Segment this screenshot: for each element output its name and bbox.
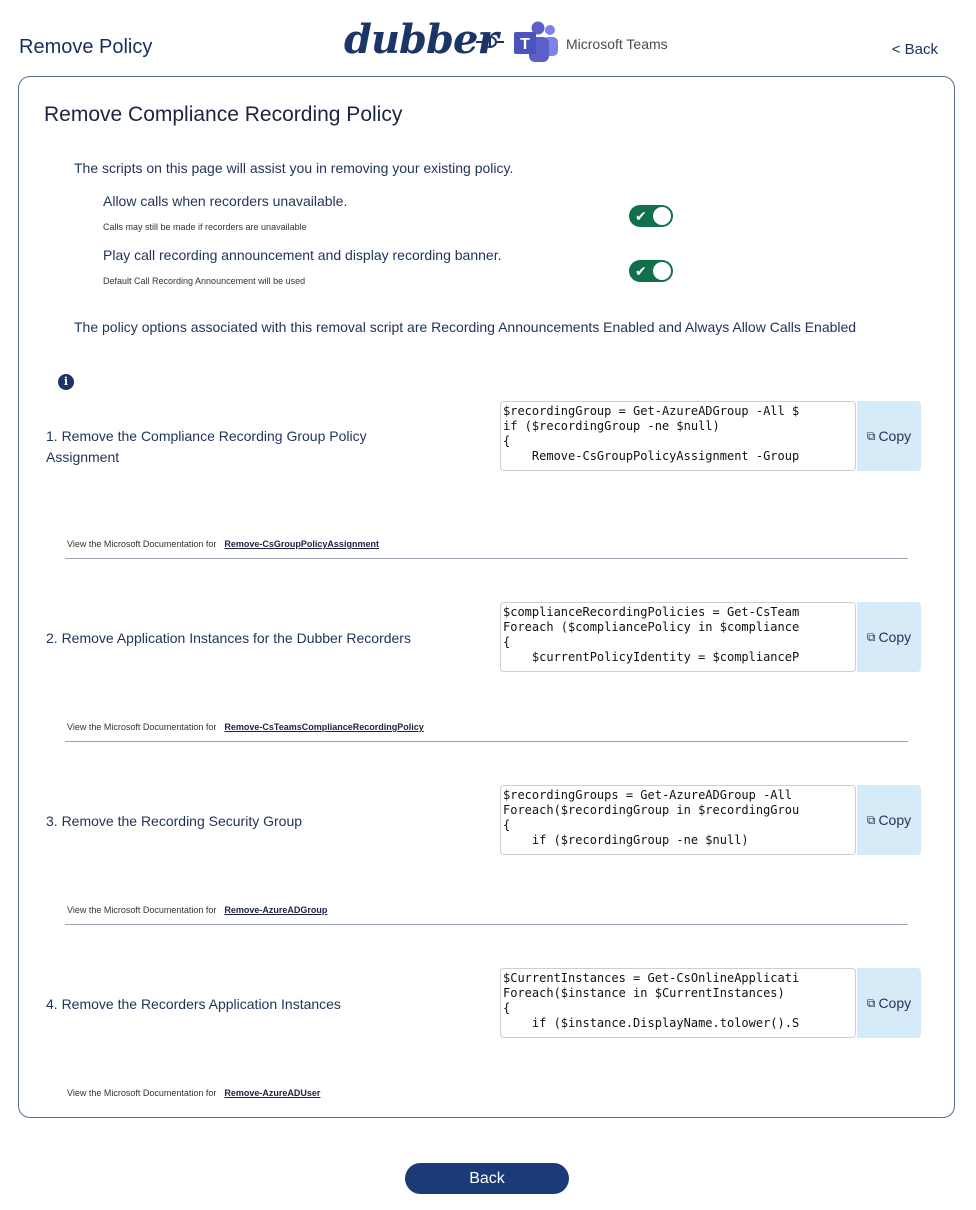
- page-title: Remove Policy: [19, 36, 153, 58]
- check-icon: ✔: [635, 208, 647, 224]
- info-icon[interactable]: i: [58, 374, 74, 390]
- step-label: 4. Remove the Recorders Application Instances: [46, 996, 341, 1012]
- intro-text: The scripts on this page will assist you in removing your existing policy.: [74, 160, 514, 176]
- code-box[interactable]: $recordingGroup = Get-AzureADGroup -All $ if ($recordingGroup -ne $null) { Remove-CsGroupPolicyAssignment -Group: [500, 401, 856, 471]
- brand-logos: [344, 14, 684, 70]
- copy-button[interactable]: ⧉ Copy: [857, 968, 921, 1038]
- option-allow-calls-sub: Calls may still be made if recorders are unavailable: [103, 222, 307, 232]
- doc-link[interactable]: Remove-CsTeamsComplianceRecordingPolicy: [224, 722, 424, 732]
- option-announcement-label: Play call recording announcement and display recording banner.: [103, 247, 502, 263]
- doc-line: View the Microsoft Documentation for Remove-AzureADGroup: [67, 905, 328, 915]
- policy-card: [18, 76, 955, 1118]
- option-allow-calls-label: Allow calls when recorders unavailable.: [103, 193, 348, 209]
- doc-line: View the Microsoft Documentation for Remove-CsTeamsComplianceRecordingPolicy: [67, 722, 424, 732]
- option-announcement-sub: Default Call Recording Announcement will be used: [103, 276, 306, 286]
- divider: [65, 924, 908, 925]
- step-label: 1. Remove the Compliance Recording Group Policy Assignment: [46, 428, 367, 465]
- allow-calls-toggle[interactable]: [629, 205, 673, 227]
- copy-icon: ⧉: [866, 812, 876, 827]
- announcement-toggle[interactable]: [629, 260, 673, 282]
- back-button[interactable]: Back: [405, 1163, 569, 1194]
- top-header: [0, 0, 976, 76]
- doc-line: View the Microsoft Documentation for Remove-AzureADUser: [67, 1088, 321, 1098]
- copy-button[interactable]: ⧉ Copy: [857, 785, 921, 855]
- toggle-knob: [653, 207, 671, 225]
- doc-line: View the Microsoft Documentation for Remove-CsGroupPolicyAssignment: [67, 539, 379, 549]
- teams-name: Microsoft Teams: [566, 36, 668, 52]
- back-link[interactable]: < Back: [891, 41, 938, 58]
- doc-link[interactable]: Remove-AzureADUser: [224, 1088, 321, 1098]
- svg-text:T: T: [520, 36, 530, 53]
- code-box[interactable]: $complianceRecordingPolicies = Get-CsTeam Foreach ($compliancePolicy in $compliance { $currentPolicyIdentity = $complianceP: [500, 602, 856, 672]
- toggle-knob: [653, 262, 671, 280]
- policy-note: The policy options associated with this removal script are Recording Announcements Enabled and Always Allow Calls Enabled: [74, 319, 857, 335]
- link-icon: [476, 34, 504, 50]
- divider: [65, 741, 908, 742]
- check-icon: ✔: [635, 263, 647, 279]
- doc-link[interactable]: Remove-AzureADGroup: [224, 905, 328, 915]
- divider: [65, 558, 908, 559]
- copy-icon: ⧉: [866, 629, 876, 644]
- copy-icon: ⧉: [866, 995, 876, 1010]
- copy-button[interactable]: ⧉ Copy: [857, 602, 921, 672]
- step-label: 2. Remove Application Instances for the Dubber Recorders: [46, 630, 411, 646]
- doc-link[interactable]: Remove-CsGroupPolicyAssignment: [224, 539, 379, 549]
- microsoft-teams-icon: [512, 20, 560, 64]
- code-box[interactable]: $recordingGroups = Get-AzureADGroup -All Foreach($recordingGroup in $recordingGrou { if ($recordingGroup -ne $null): [500, 785, 856, 855]
- copy-icon: ⧉: [866, 428, 876, 443]
- copy-button[interactable]: ⧉ Copy: [857, 401, 921, 471]
- code-box[interactable]: $CurrentInstances = Get-CsOnlineApplicati Foreach($instance in $CurrentInstances) { if ($instance.DisplayName.tolower().S: [500, 968, 856, 1038]
- dubber-logo: dubber: [344, 16, 498, 63]
- step-label: 3. Remove the Recording Security Group: [46, 813, 303, 829]
- card-title: Remove Compliance Recording Policy: [44, 103, 403, 126]
